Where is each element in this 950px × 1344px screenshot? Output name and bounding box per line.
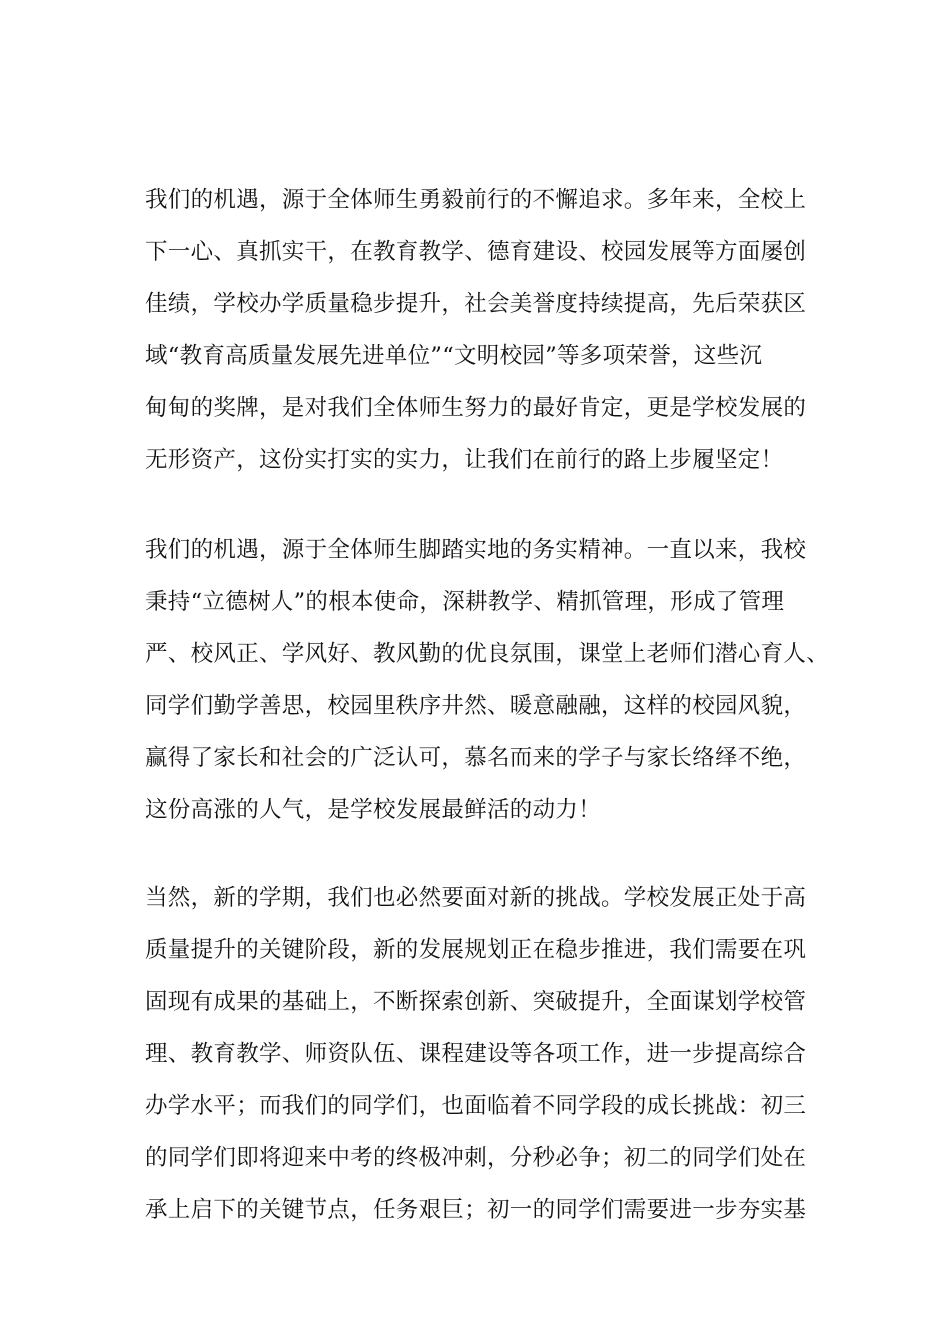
- text-line: 同学们勤学善思，校园里秩序井然、暖意融融，这样的校园风貌，: [145, 693, 807, 719]
- text-line: 承上启下的关键节点，任务艰巨；初一的同学们需要进一步夯实基: [145, 1197, 807, 1223]
- text-line: 当然，新的学期，我们也必然要面对新的挑战。学校发展正处于高: [145, 885, 807, 911]
- text-line: 域“教育高质量发展先进单位”“文明校园”等多项荣誉，这些沉: [145, 343, 763, 369]
- text-line: 我们的机遇，源于全体师生脚踏实地的务实精神。一直以来，我校: [145, 537, 807, 563]
- text-line: 理、教育教学、师资队伍、课程建设等各项工作，进一步提高综合: [145, 1041, 807, 1067]
- text-line: 质量提升的关键阶段，新的发展规划正在稳步推进，我们需要在巩: [145, 937, 807, 963]
- text-line: 无形资产，这份实打实的实力，让我们在前行的路上步履坚定！: [145, 447, 784, 473]
- paragraph-challenges: [145, 872, 825, 1236]
- text-line: 甸甸的奖牌，是对我们全体师生努力的最好肯定，更是学校发展的: [145, 395, 807, 421]
- text-line: 赢得了家长和社会的广泛认可，慕名而来的学子与家长络绎不绝，: [145, 745, 807, 771]
- text-line: 佳绩，学校办学质量稳步提升，社会美誉度持续提高，先后荣获区: [145, 291, 807, 317]
- text-line: 秉持“立德树人”的根本使命，深耕教学、精抓管理，形成了管理: [145, 589, 785, 615]
- paragraph-spirit: [145, 524, 830, 836]
- paragraph-achievements: [145, 174, 825, 486]
- text-line: 的同学们即将迎来中考的终极冲刺，分秒必争；初二的同学们处在: [145, 1145, 807, 1171]
- text-line: 办学水平；而我们的同学们，也面临着不同学段的成长挑战：初三: [145, 1093, 807, 1119]
- text-line: 固现有成果的基础上，不断探索创新、突破提升，全面谋划学校管: [145, 989, 807, 1015]
- text-line: 这份高涨的人气，是学校发展最鲜活的动力！: [145, 797, 602, 823]
- text-line: 下一心、真抓实干，在教育教学、德育建设、校园发展等方面屡创: [145, 239, 807, 265]
- text-line: 严、校风正、学风好、教风勤的优良氛围，课堂上老师们潜心育人、: [145, 641, 830, 667]
- text-line: 我们的机遇，源于全体师生勇毅前行的不懈追求。多年来，全校上: [145, 187, 807, 213]
